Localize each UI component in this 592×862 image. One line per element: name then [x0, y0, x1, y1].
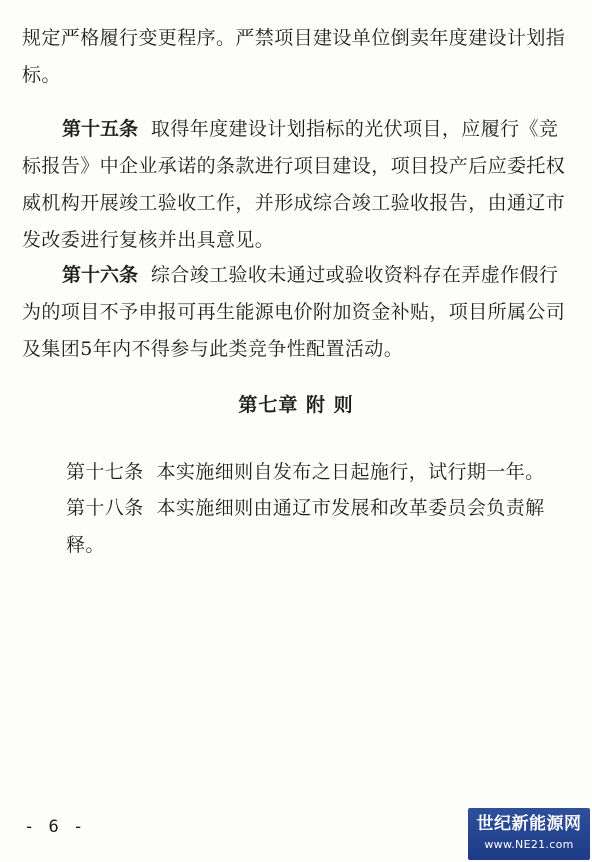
- article-17: [66, 454, 570, 491]
- paragraph-text: 规定严格履行变更程序。严禁项目建设单位倒卖年度建设计划指标。: [22, 27, 566, 86]
- article-text: 本实施细则由通辽市发展和改革委员会负责解释。: [66, 497, 545, 556]
- paragraph-continuation: [22, 20, 570, 94]
- article-15: [22, 111, 570, 259]
- page-number: - 6 -: [24, 817, 86, 837]
- watermark-name: 世纪新能源网: [476, 814, 582, 834]
- article-number: 第十八条: [66, 497, 144, 519]
- article-16: [22, 257, 570, 368]
- watermark-url: www.NE21.com: [484, 838, 574, 851]
- watermark-logo: [468, 808, 590, 860]
- article-18: [66, 490, 570, 564]
- article-text: 本实施细则自发布之日起施行，试行期一年。: [156, 461, 545, 483]
- article-number: 第十七条: [66, 461, 144, 483]
- article-number: 第十六条: [62, 264, 139, 286]
- article-number: 第十五条: [62, 118, 139, 140]
- article-text: 取得年度建设计划指标的光伏项目，应履行《竞标报告》中企业承诺的条款进行项目建设，项目投产后应委托权威机构开展竣工验收工作，并形成综合竣工验收报告，由通辽市发改委进行复核并出具意见。: [22, 118, 566, 251]
- article-text: 综合竣工验收未通过或验收资料存在弄虚作假行为的项目不予申报可再生能源电价附加资金补贴，项目所属公司及集团5年内不得参与此类竞争性配置活动。: [22, 264, 566, 360]
- chapter-heading: 第七章 附 则: [238, 394, 354, 416]
